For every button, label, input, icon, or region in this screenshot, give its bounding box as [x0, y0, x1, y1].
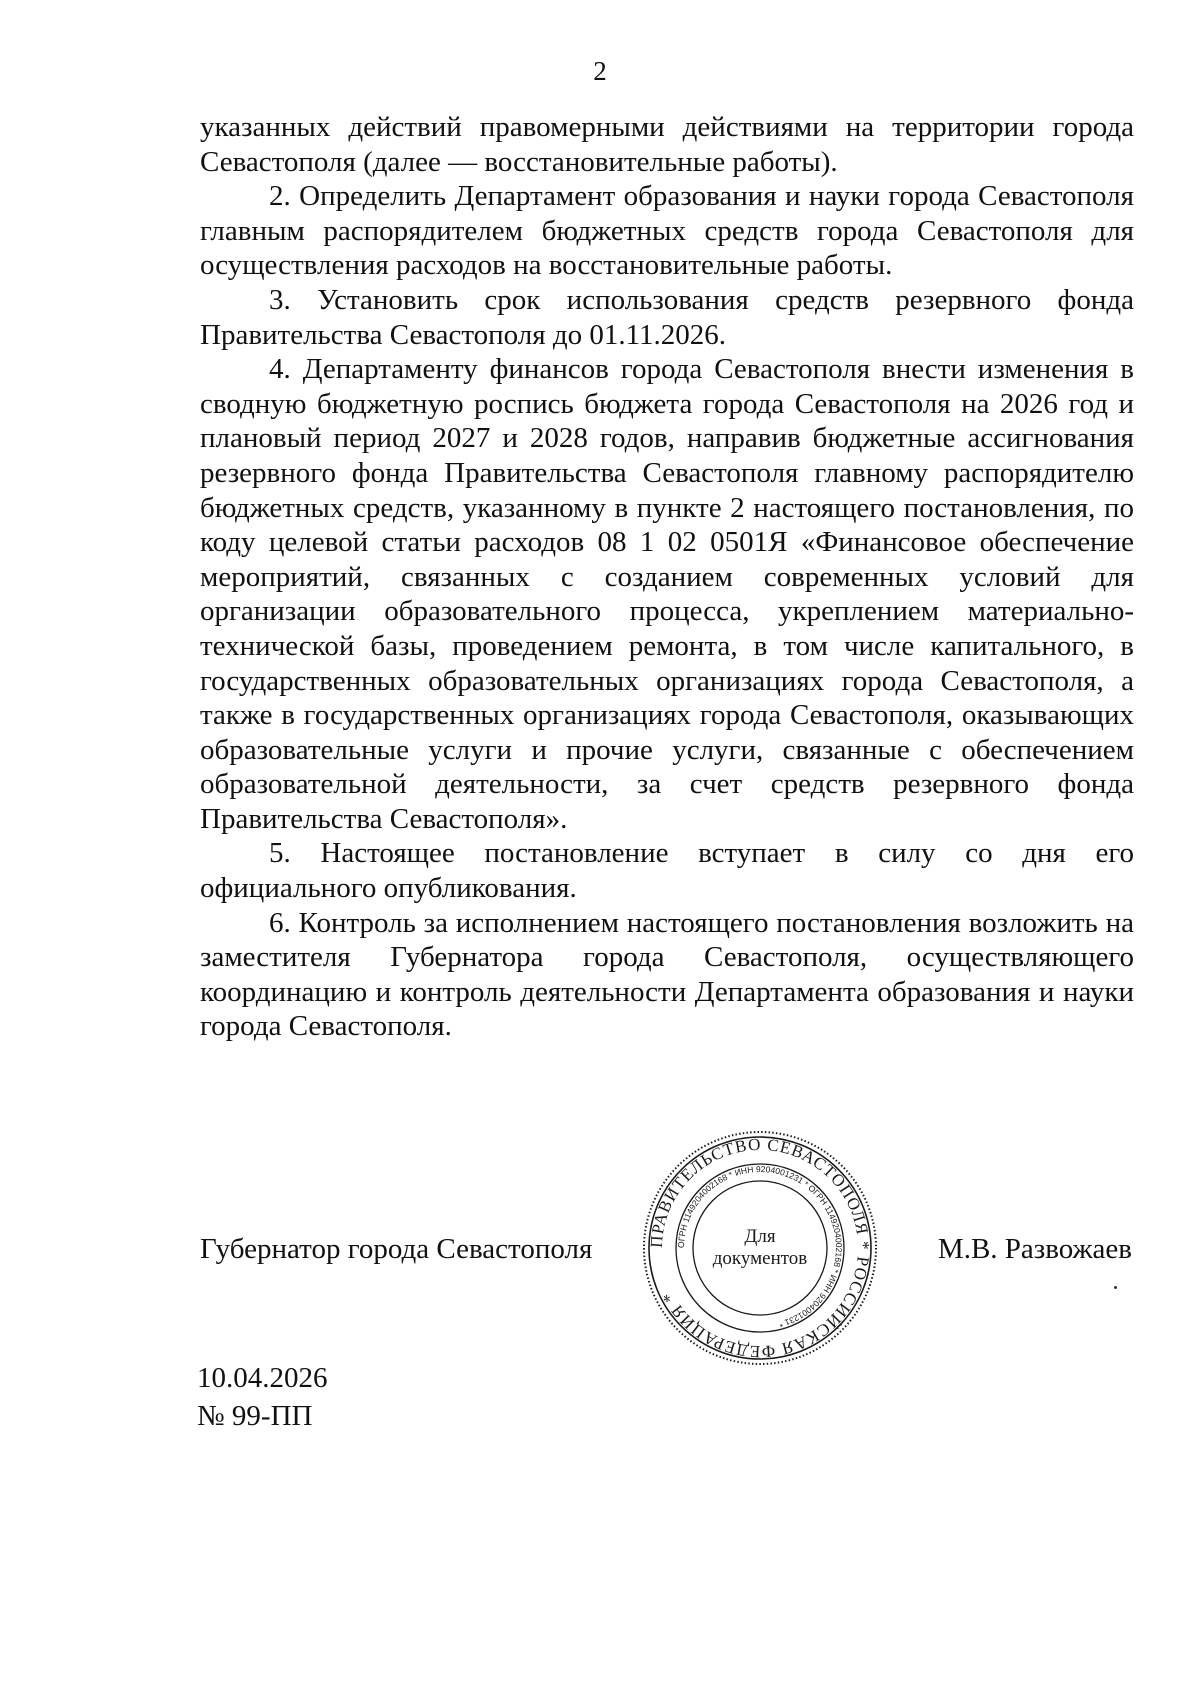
paragraph-5: 5. Настоящее постановление вступает в силу со дня его официального опубликования.: [200, 837, 1134, 905]
paragraph-6: 6. Контроль за исполнением настоящего постановления возложить на заместителя Губернатора города Севастополя, осуществляющего координацию и контроль деятельности Департамента образования и науки города Севастополя.: [200, 906, 1134, 1043]
document-date: 10.04.2026: [197, 1362, 328, 1394]
svg-text:ОГРН 1149204002168 * ИНН 92040: ОГРН 1149204002168 * ИНН 9204001231 * ОГРН 1149204002168 * ИНН 9204001231 *: [675, 1163, 845, 1330]
document-body: [200, 110, 1134, 1044]
paragraph-2: 2. Определить Департамент образования и науки города Севастополя главным распорядителем бюджетных средств города Севастополя для осуществления расходов на восстановительные работы.: [200, 180, 1134, 282]
scan-speck: [1114, 1286, 1117, 1289]
stamp-center-line1: Для: [744, 1226, 776, 1247]
svg-text:ПРАВИТЕЛЬСТВО СЕВАСТОПОЛЯ * РО: ПРАВИТЕЛЬСТВО СЕВАСТОПОЛЯ * РОССИЙСКАЯ ФЕДЕРАЦИЯ *: [646, 1134, 874, 1362]
paragraph-4: 4. Департаменту финансов города Севастополя внести изменения в сводную бюджетную роспись бюджета города Севастополя на 2026 год и плановый период 2027 и 2028 годов, направив бюджетные ассигнования резервного фонда Правительства Севастополя главному распорядителю бюджетных средств, указанному в пункте 2 настоящего постановления, по коду целевой статьи расходов 08 1 02 0501Я «Финансовое обеспечение мероприятий, связанных с созданием современных условий для организации образовательного процесса, укреплением материально-технической базы, проведением ремонта, в том числе капитального, в государственных образовательных организациях города Севастополя, а также в государственных организациях города Севастополя, оказывающих образовательные услуги и прочие услуги, связанные с обеспечением образовательной деятельности, за счет средств резервного фонда Правительства Севастополя».: [200, 353, 1134, 835]
document-number: № 99-ПП: [197, 1400, 313, 1432]
official-seal-stamp: [640, 1128, 880, 1368]
paragraph-continuation: указанных действий правомерными действиями на территории города Севастополя (далее — восстановительные работы).: [200, 111, 1134, 178]
signatory-name: М.В. Развожаев: [937, 1233, 1132, 1265]
page-number: 2: [593, 56, 607, 86]
stamp-center-line2: документов: [712, 1248, 808, 1269]
paragraph-3: 3. Установить срок использования средств резервного фонда Правительства Севастополя до 01.11.2026.: [200, 283, 1134, 351]
signatory-title: Губернатор города Севастополя: [200, 1233, 593, 1265]
